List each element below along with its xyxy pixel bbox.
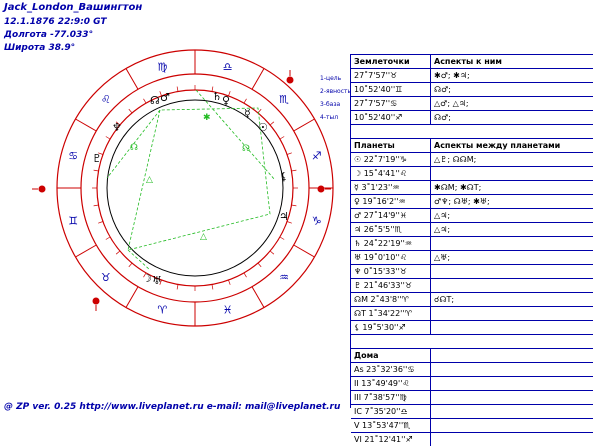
degree-tick <box>280 137 284 140</box>
column-divider <box>430 111 431 124</box>
column-divider <box>430 139 431 152</box>
trine-mark-2: △ <box>200 232 207 242</box>
table-row <box>351 264 593 278</box>
table-cell-aspects: ☊♂; <box>434 85 451 94</box>
column-divider <box>430 181 431 194</box>
column-divider <box>430 307 431 320</box>
table-cell-label: ♆ 0˚15'33''♉ <box>354 267 407 276</box>
column-divider <box>430 251 431 264</box>
table-cell-label: VI 21˚12'41''♐ <box>354 435 413 444</box>
node-mark-2: ☊ <box>130 143 138 153</box>
cusp-label-4: 4-тыл <box>320 114 339 121</box>
trine-mark-1: △ <box>146 175 153 185</box>
degree-ticks <box>57 50 333 326</box>
zodiac-inner-ring <box>81 74 309 302</box>
table-cell-label: ☿ 3˚1'23''♒ <box>354 183 400 192</box>
column-divider <box>430 405 431 418</box>
degree-tick <box>229 280 231 285</box>
degree-tick <box>287 153 292 155</box>
table-cell-label: Землеточки <box>354 57 410 66</box>
cusp-label-2: 2-явность <box>320 88 352 95</box>
table-cell-aspects: △♅; <box>434 253 451 262</box>
svg-text:☊: ☊ <box>150 94 160 107</box>
table-row <box>351 166 593 180</box>
column-divider <box>430 55 431 68</box>
column-divider <box>430 167 431 180</box>
svg-text:♇: ♇ <box>92 152 102 165</box>
degree-tick <box>244 99 247 103</box>
zodiac-signs <box>68 60 321 316</box>
table-cell-label: ☊T 1˚34'22''♈ <box>354 309 412 318</box>
table-cell-aspects: ✱☊M; ✱☊T; <box>434 183 482 192</box>
table-cell-label: ♂ 27˚14'9''♓ <box>354 211 407 220</box>
zodiac-sign-glyph: ♓ <box>222 303 233 317</box>
zodiac-sign-glyph: ♐ <box>311 149 322 163</box>
sign-divider <box>76 245 97 257</box>
table-cell-label: Планеты <box>354 141 395 150</box>
degree-tick <box>244 273 247 277</box>
outer-ring <box>57 50 333 326</box>
column-divider <box>430 321 431 334</box>
table-cell-label: Дома <box>354 351 379 360</box>
table-header-row <box>351 138 593 152</box>
table-cell-label: 10˚52'40''♐ <box>354 113 403 122</box>
house-ring <box>97 90 293 286</box>
sign-divider <box>252 287 264 308</box>
table-spacer <box>351 334 593 348</box>
zodiac-sign-glyph: ♏ <box>279 92 289 106</box>
table-cell-label: As 23˚32'36''♋ <box>354 365 415 374</box>
table-row <box>351 320 593 334</box>
table-row <box>351 96 593 110</box>
degree-tick <box>129 109 132 113</box>
sign-divider <box>126 69 138 90</box>
table-cell-label: 27˚7'57''♋ <box>354 99 398 108</box>
column-divider <box>430 363 431 376</box>
table-cell-aspects <box>434 237 590 250</box>
table-cell-aspects: ☌☊T; <box>434 295 455 304</box>
table-spacer <box>351 124 593 138</box>
longitude: Долгота -77.033° <box>4 30 94 40</box>
degree-tick <box>144 99 147 103</box>
column-divider <box>430 153 431 166</box>
sign-divider <box>126 287 138 308</box>
zodiac-sign-glyph: ♌ <box>100 92 111 106</box>
degree-tick <box>292 205 297 206</box>
column-divider <box>430 349 431 362</box>
degree-tick <box>212 285 213 290</box>
table-cell-label: V 13˚53'47''♏ <box>354 421 411 430</box>
table-cell-label: II 13˚49'49''♌ <box>354 379 410 388</box>
table-cell-aspects: △♇; ☊☊M; <box>434 155 477 164</box>
degree-tick <box>129 263 132 267</box>
svg-text:♀: ♀ <box>222 94 231 107</box>
column-divider <box>430 293 431 306</box>
degree-tick <box>258 263 261 267</box>
table-row <box>351 180 593 194</box>
column-divider <box>430 209 431 222</box>
degree-tick <box>116 251 120 254</box>
table-row <box>351 152 593 166</box>
zodiac-sign-glyph: ♎ <box>222 60 233 74</box>
table-cell-label: 10˚52'40''♊ <box>354 85 403 94</box>
zodiac-sign-glyph: ♑ <box>311 214 322 228</box>
zodiac-sign-glyph: ♊ <box>68 214 79 228</box>
table-cell-aspects <box>434 307 590 320</box>
degree-tick <box>270 122 274 125</box>
degree-tick <box>177 285 178 290</box>
column-divider <box>430 377 431 390</box>
table-cell-aspects: ♂♆; ☊♅; ✱♅; <box>434 197 490 206</box>
table-cell-label: ♃ 26˚5'5''♏ <box>354 225 402 234</box>
footer-credits: @ ZP ver. 0.25 http://www.liveplanet.ru e-mail: mail@liveplanet.ru <box>4 402 341 412</box>
table-cell-aspects: △♂; △♃; <box>434 99 469 108</box>
sign-divider <box>294 245 315 257</box>
cusp-label-1: 1-цель <box>320 75 342 82</box>
table-row <box>351 68 593 82</box>
table-cell-label: ♀ 19˚16'2''♒ <box>354 197 406 206</box>
table-row <box>351 376 593 390</box>
table-cell-label: ☉ 22˚7'19''♑ <box>354 155 407 164</box>
svg-text:☉: ☉ <box>258 121 268 134</box>
table-cell-aspects: △♃; <box>434 225 451 234</box>
degree-tick <box>94 205 99 206</box>
table-row <box>351 208 593 222</box>
table-row <box>351 432 593 446</box>
table-cell-aspects <box>434 321 590 334</box>
table-cell-aspects: Аспекты к ним <box>434 57 502 66</box>
table-cell-label: IC 7˚35'20''♎ <box>354 407 408 416</box>
svg-text:☿: ☿ <box>244 107 251 120</box>
table-cell-aspects <box>434 279 590 292</box>
column-divider <box>430 279 431 292</box>
degree-tick <box>177 87 178 92</box>
table-row <box>351 306 593 320</box>
sign-divider <box>76 119 97 131</box>
table-row <box>351 250 593 264</box>
svg-text:♆: ♆ <box>112 121 122 134</box>
table-cell-label: III 7˚38'57''♍ <box>354 393 407 402</box>
zodiac-sign-glyph: ♒ <box>279 271 289 285</box>
svg-text:⚸: ⚸ <box>280 170 289 183</box>
table-header-row <box>351 348 593 362</box>
table-cell-aspects: Аспекты между планетами <box>434 141 561 150</box>
column-divider <box>430 237 431 250</box>
table-row <box>351 236 593 250</box>
svg-text:♃: ♃ <box>279 210 289 223</box>
table-cell-label: ♇ 21˚46'33''♉ <box>354 281 413 290</box>
column-divider <box>430 433 431 446</box>
table-row <box>351 222 593 236</box>
table-header-row <box>351 54 593 68</box>
table-cell-label: 27˚7'57''♉ <box>354 71 398 80</box>
svg-text:♅: ♅ <box>152 274 162 287</box>
table-row <box>351 278 593 292</box>
cusp-label-3: 3-база <box>320 101 341 108</box>
degree-tick <box>270 251 274 254</box>
table-row <box>351 194 593 208</box>
table-cell-label: ☊M 2˚43'8''♈ <box>354 295 409 304</box>
table-row <box>351 110 593 124</box>
node-mark: ☊ <box>242 144 250 154</box>
table-cell-aspects <box>434 265 590 278</box>
degree-tick <box>106 137 110 140</box>
column-divider <box>430 97 431 110</box>
birth-datetime: 12.1.1876 22:9:0 GT <box>4 17 107 27</box>
table-cell-label: ☽ 15˚4'41''♌ <box>354 169 407 178</box>
degree-tick <box>98 222 103 224</box>
column-divider <box>430 83 431 96</box>
table-cell-aspects: ☊♂; <box>434 113 451 122</box>
sign-divider <box>294 119 315 131</box>
native-name: Jack_London_Вашингтон <box>4 2 143 13</box>
zodiac-sign-glyph: ♉ <box>100 271 111 285</box>
table-row <box>351 390 593 404</box>
table-row <box>351 292 593 306</box>
svg-text:☽: ☽ <box>142 272 152 285</box>
table-cell-aspects: ✱♂; ✱♃; <box>434 71 470 80</box>
inner-circle <box>107 100 283 276</box>
column-divider <box>430 265 431 278</box>
svg-text:♄: ♄ <box>212 90 222 103</box>
table-row <box>351 418 593 432</box>
degree-tick <box>94 170 99 171</box>
table-cell-aspects: △♃; <box>434 211 451 220</box>
sign-divider <box>252 69 264 90</box>
table-row <box>351 362 593 376</box>
table-cell-label: ♅ 19˚0'10''♌ <box>354 253 407 262</box>
column-divider <box>430 391 431 404</box>
svg-text:♂: ♂ <box>160 91 170 104</box>
column-divider <box>430 69 431 82</box>
degree-tick <box>280 237 284 240</box>
table-cell-label: ♄ 24˚22'19''♒ <box>354 239 413 248</box>
table-cell-label: ⚸ 19˚5'30''♐ <box>354 323 406 332</box>
column-divider <box>430 195 431 208</box>
zodiac-sign-glyph: ♈ <box>157 303 168 317</box>
degree-tick <box>106 237 110 240</box>
column-divider <box>430 419 431 432</box>
zodiac-sign-glyph: ♍ <box>157 60 168 74</box>
aspect-table <box>350 54 593 444</box>
sextile-mark: ✱ <box>203 113 211 123</box>
table-cell-aspects <box>434 167 590 180</box>
degree-tick <box>292 170 297 171</box>
zodiac-sign-glyph: ♋ <box>68 149 79 163</box>
latitude: Широта 38.9° <box>4 43 76 53</box>
column-divider <box>430 223 431 236</box>
table-row <box>351 82 593 96</box>
